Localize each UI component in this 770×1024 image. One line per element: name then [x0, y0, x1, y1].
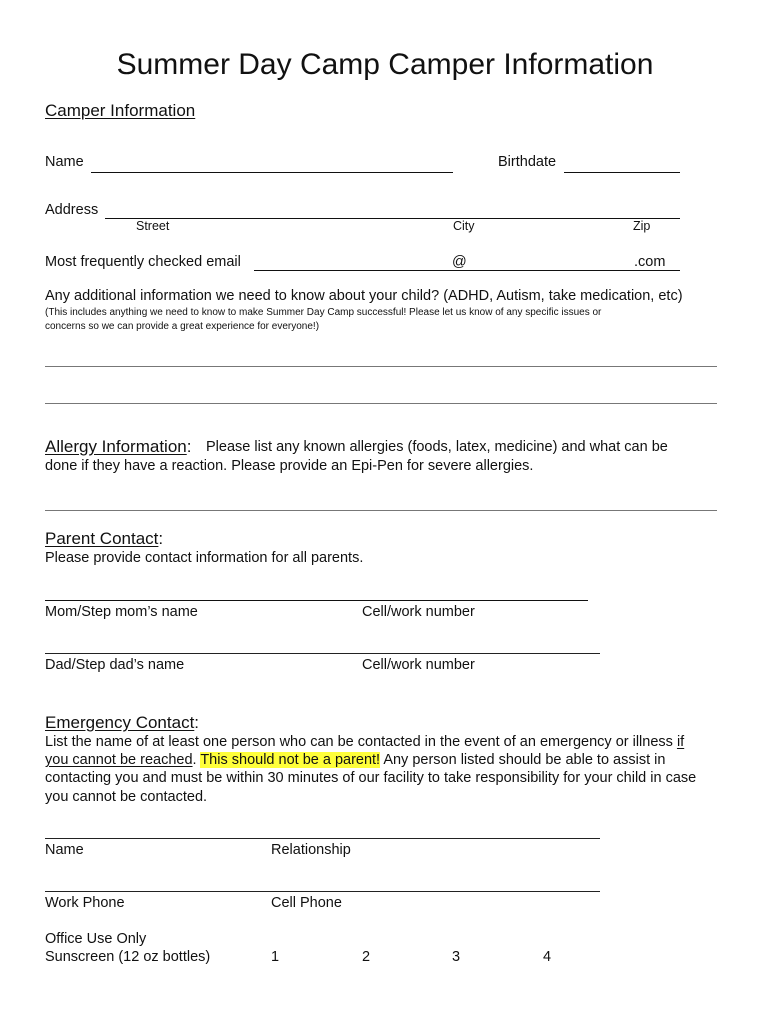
address-label: Address	[45, 202, 99, 218]
emergency-text-line-1	[45, 734, 684, 750]
mom-field[interactable]	[45, 600, 588, 601]
emergency-phone-field[interactable]	[45, 891, 600, 892]
allergy-text-1: Please list any known allergies (foods, latex, medicine) and what can be	[206, 439, 668, 455]
email-label: Most frequently checked email	[45, 254, 241, 270]
parent-heading-colon: :	[158, 529, 164, 548]
additional-info-line-1[interactable]	[45, 366, 717, 367]
allergy-line[interactable]	[45, 510, 717, 511]
dad-cell-label: Cell/work number	[362, 657, 475, 673]
street-label: Street	[136, 219, 170, 233]
cell-phone-label: Cell Phone	[271, 895, 342, 911]
emergency-text-1a: List the name of at least one person who can be contacted in the event of an emergency or illness	[45, 734, 677, 750]
email-field[interactable]	[254, 270, 680, 271]
emergency-text-line-4: you cannot be contacted.	[45, 789, 208, 805]
sunscreen-label: Sunscreen (12 oz bottles)	[45, 949, 211, 965]
additional-info-note-1: (This includes anything we need to know to make Summer Day Camp successful! Please let us know of any specific issues or	[45, 307, 602, 318]
dad-label: Dad/Step dad’s name	[45, 657, 185, 673]
address-field[interactable]	[105, 218, 680, 219]
birthdate-field[interactable]	[564, 172, 680, 173]
emergency-heading-colon: :	[194, 713, 200, 732]
mom-label: Mom/Step mom’s name	[45, 604, 198, 620]
allergy-heading-row	[45, 437, 191, 457]
additional-info-line-2[interactable]	[45, 403, 717, 404]
emergency-relationship-label: Relationship	[271, 842, 351, 858]
emergency-heading: Emergency Contact	[45, 713, 195, 732]
emergency-highlight: This should not be a parent!	[200, 752, 381, 768]
name-label: Name	[45, 154, 84, 170]
city-label: City	[453, 219, 475, 233]
parent-heading-row	[45, 529, 163, 549]
emergency-name-label: Name	[45, 842, 84, 858]
sunscreen-option-4[interactable]: 4	[543, 949, 552, 965]
allergy-text-2: done if they have a reaction. Please provide an Epi-Pen for severe allergies.	[45, 458, 534, 474]
emergency-text-1b: if	[676, 734, 685, 750]
emergency-text-2b: .	[192, 752, 201, 768]
allergy-heading-colon: :	[186, 437, 192, 456]
sunscreen-option-1[interactable]: 1	[271, 949, 280, 965]
name-field[interactable]	[91, 172, 453, 173]
email-com-suffix: .com	[634, 254, 666, 270]
allergy-heading: Allergy Information	[45, 437, 187, 456]
emergency-text-line-2	[45, 752, 665, 768]
additional-info-question: Any additional information we need to know about your child? (ADHD, Autism, take medication, etc)	[45, 288, 683, 304]
parent-instruction: Please provide contact information for all parents.	[45, 550, 364, 566]
parent-heading: Parent Contact	[45, 529, 159, 548]
emergency-text-2a: you cannot be reached	[45, 752, 193, 768]
sunscreen-option-2[interactable]: 2	[362, 949, 371, 965]
office-use-heading: Office Use Only	[45, 931, 147, 947]
emergency-text-line-3: contacting you and must be within 30 minutes of our facility to take responsibility for your child in case	[45, 770, 697, 786]
page-title: Summer Day Camp Camper Information	[116, 48, 654, 81]
birthdate-label: Birthdate	[498, 154, 557, 170]
email-at-sign: @	[452, 254, 467, 270]
camper-section-heading: Camper Information	[45, 101, 196, 120]
emergency-name-field[interactable]	[45, 838, 600, 839]
dad-field[interactable]	[45, 653, 600, 654]
zip-label: Zip	[633, 219, 651, 233]
mom-cell-label: Cell/work number	[362, 604, 475, 620]
emergency-heading-row	[45, 713, 199, 733]
work-phone-label: Work Phone	[45, 895, 125, 911]
sunscreen-option-3[interactable]: 3	[452, 949, 461, 965]
emergency-text-2c: Any person listed should be able to assist in	[380, 752, 666, 768]
additional-info-note-2: concerns so we can provide a great experience for everyone!)	[45, 321, 320, 332]
